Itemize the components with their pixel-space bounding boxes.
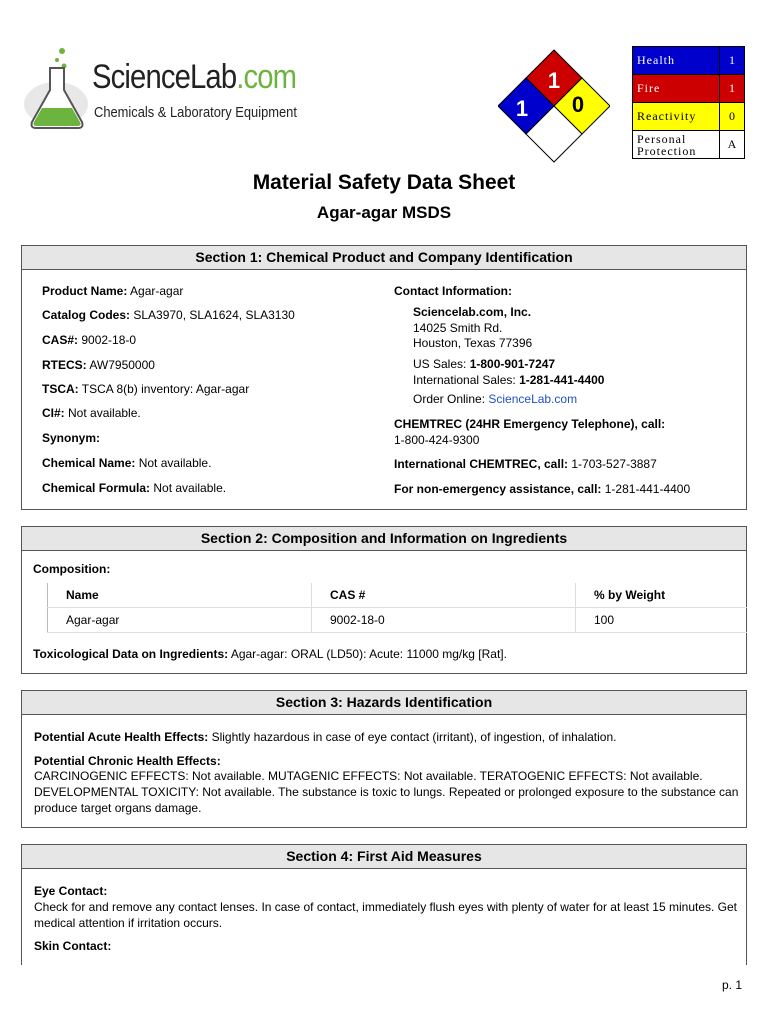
section-header: Section 2: Composition and Information on Ingredients <box>22 527 746 551</box>
page-number: p. 1 <box>722 978 743 992</box>
intl-chemtrec-row: International CHEMTREC, call: 1-703-527-3887 <box>394 457 657 471</box>
document-title: Material Safety Data Sheet <box>252 171 516 194</box>
composition-table <box>47 583 747 633</box>
column-header-weight: % by Weight <box>576 583 748 608</box>
hmis-table <box>632 46 745 159</box>
order-online-row: Order Online: ScienceLab.com <box>413 392 578 406</box>
product-name-row: Product Name: Agar-agar <box>42 284 184 298</box>
nfpa-health-value: 1 <box>547 68 561 93</box>
nfpa-fire-value: 1 <box>515 96 529 121</box>
chemtrec-label: CHEMTREC (24HR Emergency Telephone), call: <box>394 417 666 431</box>
section-1 <box>21 245 747 510</box>
section-4 <box>21 844 747 965</box>
tsca-row: TSCA: TSCA 8(b) inventory: Agar-agar <box>42 382 250 396</box>
ci-row: CI#: Not available. <box>42 406 141 420</box>
order-online-link[interactable]: ScienceLab.com <box>488 392 578 406</box>
hmis-row-reactivity <box>633 103 745 131</box>
catalog-codes-row: Catalog Codes: SLA3970, SLA1624, SLA3130 <box>42 308 295 322</box>
table-cell: 100 <box>576 608 748 633</box>
address-line-1: 14025 Smith Rd. <box>413 321 503 335</box>
nfpa-reactivity-value: 0 <box>571 92 585 117</box>
hmis-value: A <box>720 131 745 159</box>
tox-data-row: Toxicological Data on Ingredients: Agar-agar: ORAL (LD50): Acute: 11000 mg/kg [Rat]. <box>33 647 507 661</box>
section-header: Section 4: First Aid Measures <box>22 845 746 869</box>
skin-contact-label: Skin Contact: <box>34 939 112 953</box>
logo-tagline: Chemicals & Laboratory Equipment <box>94 104 297 121</box>
section-2 <box>21 526 747 674</box>
chemtrec-number: 1-800-424-9300 <box>394 433 480 447</box>
document-subtitle: Agar-agar MSDS <box>316 203 452 222</box>
hmis-row-health <box>633 47 745 75</box>
chronic-effects-label: Potential Chronic Health Effects: <box>34 754 221 768</box>
hmis-row-fire <box>633 75 745 103</box>
address-line-2: Houston, Texas 77396 <box>413 336 533 350</box>
chronic-effects-text: CARCINOGENIC EFFECTS: Not available. MUTAGENIC EFFECTS: Not available. TERATOGENIC EFFECTS: Not available. DEVELOPMENTAL TOXICITY: Not available. The substance is toxic to lungs. Repeated or prolonged exposure to the substance can produce target organs damage. <box>34 769 739 815</box>
company-name: Sciencelab.com, Inc. <box>413 305 532 319</box>
hmis-label: Fire <box>633 75 720 103</box>
composition-label: Composition: <box>33 562 111 576</box>
chemical-name-row: Chemical Name: Not available. <box>42 456 212 470</box>
chemical-formula-row: Chemical Formula: Not available. <box>42 481 227 495</box>
section-3 <box>21 690 747 828</box>
eye-contact-label: Eye Contact: <box>34 884 108 898</box>
logo-brand: ScienceLab.com <box>92 58 297 96</box>
nonemergency-row: For non-emergency assistance, call: 1-281-441-4400 <box>394 482 691 496</box>
table-header-row <box>48 583 748 608</box>
hmis-value: 1 <box>720 75 745 103</box>
section-header: Section 1: Chemical Product and Company Identification <box>22 246 746 270</box>
cas-row: CAS#: 9002-18-0 <box>42 333 137 347</box>
hmis-label: Reactivity <box>633 103 720 131</box>
hmis-label: Personal Protection <box>633 131 720 159</box>
hmis-value: 1 <box>720 47 745 75</box>
section-header: Section 3: Hazards Identification <box>22 691 746 715</box>
column-header-name: Name <box>48 583 312 608</box>
eye-contact-text: Check for and remove any contact lenses. In case of contact, immediately flush eyes with plenty of water for at least 15 minutes. Get medical attention if irritation occurs. <box>34 900 738 930</box>
rtecs-row: RTECS: AW7950000 <box>42 358 155 372</box>
table-cell: Agar-agar <box>48 608 312 633</box>
contact-label: Contact Information: <box>394 284 512 298</box>
logo-flask-icon <box>22 46 94 137</box>
nfpa-diamond <box>498 46 610 167</box>
table-row <box>48 608 748 633</box>
synonym-row: Synonym: <box>42 431 101 445</box>
acute-effects: Potential Acute Health Effects: Slightly hazardous in case of eye contact (irritant), of ingestion, of inhalation. <box>34 730 617 744</box>
us-sales-row: US Sales: 1-800-901-7247 <box>413 357 556 371</box>
hmis-label: Health <box>633 47 720 75</box>
column-header-cas: CAS # <box>312 583 576 608</box>
hmis-row-protection <box>633 131 745 159</box>
hmis-value: 0 <box>720 103 745 131</box>
intl-sales-row: International Sales: 1-281-441-4400 <box>413 373 605 387</box>
table-cell: 9002-18-0 <box>312 608 576 633</box>
